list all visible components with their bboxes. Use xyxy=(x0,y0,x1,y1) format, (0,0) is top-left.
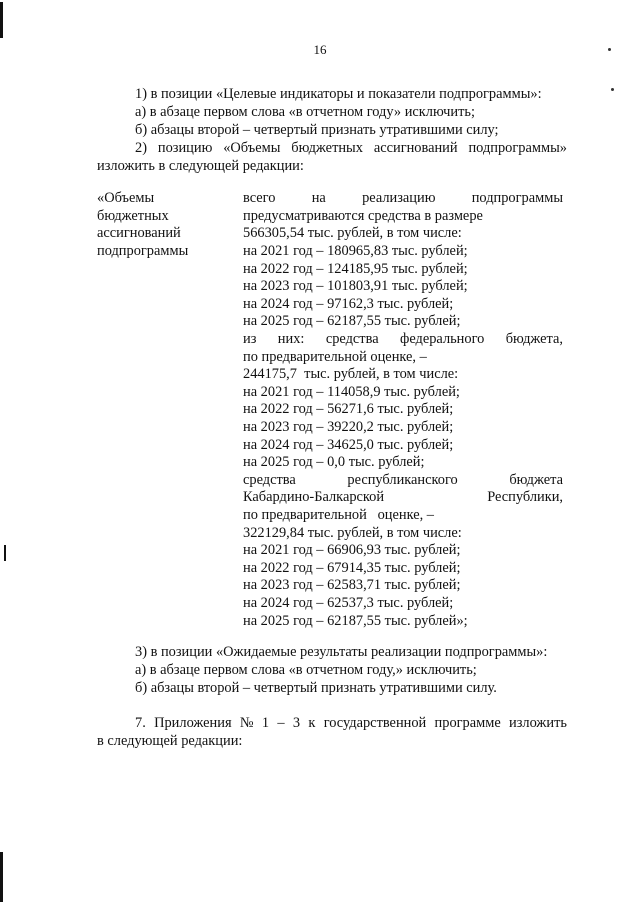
paragraph-item-3b: б) абзацы второй – четвертый признать утратившими силу. xyxy=(135,680,497,696)
paragraph-item-7 xyxy=(135,714,567,732)
word: к xyxy=(308,715,316,731)
word: бюджетных xyxy=(291,140,363,156)
word: средства xyxy=(243,472,296,488)
word: Республики, xyxy=(487,489,563,505)
paragraph-item-7-continued: в следующей редакции: xyxy=(97,733,243,749)
word: республиканского xyxy=(347,472,458,488)
table-left-line-4: подпрограммы xyxy=(97,243,189,259)
word: 1 xyxy=(261,715,270,731)
word: изложить xyxy=(509,715,567,731)
table-right-line-9 xyxy=(243,330,563,348)
word: ассигнований xyxy=(373,140,458,156)
word: из xyxy=(243,331,257,347)
table-right-line-2: предусматриваются средства в размере xyxy=(243,208,483,224)
table-right-line-5: на 2022 год – 124185,95 тыс. рублей; xyxy=(243,261,468,277)
table-right-line-14: на 2023 год – 39220,2 тыс. рублей; xyxy=(243,419,454,435)
word: 2) xyxy=(135,140,147,156)
table-right-line-23: на 2023 год – 62583,71 тыс. рублей; xyxy=(243,577,461,593)
word: реализацию xyxy=(362,190,436,206)
table-right-line-4: на 2021 год – 180965,83 тыс. рублей; xyxy=(243,243,468,259)
word: позицию xyxy=(157,140,213,156)
table-right-line-19: по предварительной оценке, – xyxy=(243,507,435,523)
table-right-line-12: на 2021 год – 114058,9 тыс. рублей; xyxy=(243,384,460,400)
scan-edge-left-mid xyxy=(4,545,6,561)
table-right-line-20: 322129,84 тыс. рублей, в том числе: xyxy=(243,525,462,541)
word: программе xyxy=(434,715,501,731)
table-right-line-1 xyxy=(243,189,563,207)
word: бюджета, xyxy=(505,331,563,347)
word: 3 xyxy=(292,715,301,731)
table-left-line-1: «Объемы xyxy=(97,190,155,206)
table-right-line-18 xyxy=(243,488,563,506)
table-right-line-11: 244175,7 тыс. рублей, в том числе: xyxy=(243,366,459,382)
word: 7. xyxy=(135,715,146,731)
paragraph-item-1b: б) абзацы второй – четвертый признать утратившими силу; xyxy=(135,122,499,138)
table-right-line-17 xyxy=(243,471,563,489)
word: на xyxy=(311,190,326,206)
word: них: xyxy=(277,331,305,347)
table-right-line-7: на 2024 год – 97162,3 тыс. рублей; xyxy=(243,296,454,312)
paragraph-item-1a: а) в абзаце первом слова «в отчетном году» исключить; xyxy=(135,104,475,120)
paragraph-item-3a: а) в абзаце первом слова «в отчетном году,» исключить; xyxy=(135,662,477,678)
word: федерального xyxy=(400,331,485,347)
table-right-line-10: по предварительной оценке, – xyxy=(243,349,427,365)
scan-edge-bottom-left xyxy=(0,852,3,902)
table-right-line-22: на 2022 год – 67914,35 тыс. рублей; xyxy=(243,560,461,576)
paragraph-item-1: 1) в позиции «Целевые индикаторы и показатели подпрограммы»: xyxy=(135,86,542,102)
table-left-line-3: ассигнований xyxy=(97,225,181,241)
page-number: 16 xyxy=(313,42,327,57)
word: бюджета xyxy=(509,472,563,488)
table-right-line-21: на 2021 год – 66906,93 тыс. рублей; xyxy=(243,542,461,558)
table-right-line-25: на 2025 год – 62187,55 тыс. рублей»; xyxy=(243,613,468,629)
word: «Объемы xyxy=(223,140,281,156)
scan-speck xyxy=(611,88,614,91)
word: подпрограммы» xyxy=(468,140,567,156)
table-left-line-2: бюджетных xyxy=(97,208,169,224)
paragraph-item-3: 3) в позиции «Ожидаемые результаты реализации подпрограммы»: xyxy=(135,644,548,660)
table-right-line-3: 566305,54 тыс. рублей, в том числе: xyxy=(243,225,462,241)
word: – xyxy=(277,715,285,731)
paragraph-item-2 xyxy=(135,139,567,157)
table-right-line-13: на 2022 год – 56271,6 тыс. рублей; xyxy=(243,401,454,417)
word: № xyxy=(239,715,254,731)
word: средства xyxy=(325,331,379,347)
word: подпрограммы xyxy=(471,190,563,206)
table-right-line-16: на 2025 год – 0,0 тыс. рублей; xyxy=(243,454,425,470)
table-right-line-8: на 2025 год – 62187,55 тыс. рублей; xyxy=(243,313,461,329)
word: государственной xyxy=(323,715,427,731)
word: всего xyxy=(243,190,276,206)
table-right-line-6: на 2023 год – 101803,91 тыс. рублей; xyxy=(243,278,468,294)
table-right-line-15: на 2024 год – 34625,0 тыс. рублей; xyxy=(243,437,454,453)
table-right-line-24: на 2024 год – 62537,3 тыс. рублей; xyxy=(243,595,454,611)
word: Кабардино-Балкарской xyxy=(243,489,385,505)
word: Приложения xyxy=(154,715,232,731)
paragraph-item-2-continued: изложить в следующей редакции: xyxy=(97,158,304,174)
scan-edge-top-left xyxy=(0,2,3,38)
